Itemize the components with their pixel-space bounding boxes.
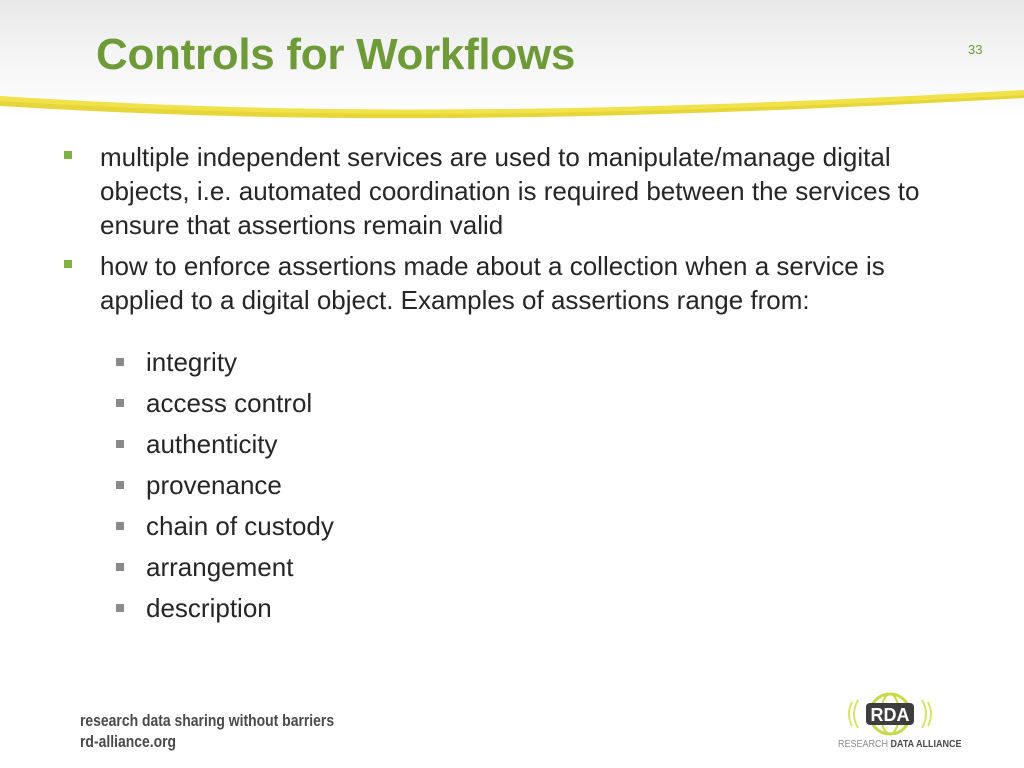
square-bullet-icon <box>116 522 124 530</box>
square-bullet-icon <box>116 440 124 448</box>
sub-bullet-text: chain of custody <box>146 511 334 541</box>
bullet-list <box>64 140 974 324</box>
bullet-text: multiple independent services are used to manipulate/manage digital objects, i.e. automated coordination is required between the services to ensure that assertions remain valid <box>100 142 920 240</box>
sub-bullet-item <box>116 591 616 625</box>
sub-bullet-list <box>116 345 616 632</box>
slide-title: Controls for Workflows <box>96 30 576 79</box>
sub-bullet-text: access control <box>146 388 313 418</box>
square-bullet-icon <box>116 358 124 366</box>
bullet-text: how to enforce assertions made about a collection when a service is applied to a digital object. Examples of assertions range from: <box>100 251 885 315</box>
square-bullet-icon <box>116 481 124 489</box>
footer-tagline <box>80 710 334 752</box>
sub-bullet-item <box>116 509 616 543</box>
square-bullet-icon <box>116 399 124 407</box>
sub-bullet-text: provenance <box>146 470 282 500</box>
sub-bullet-item <box>116 386 616 420</box>
square-bullet-icon <box>116 563 124 571</box>
footer-url: rd-alliance.org <box>80 732 177 751</box>
logo-caption-right: DATA ALLIANCE <box>890 739 962 750</box>
logo-caption <box>838 739 962 750</box>
sub-bullet-item <box>116 345 616 379</box>
square-bullet-icon <box>116 604 124 612</box>
sub-bullet-item <box>116 550 616 584</box>
sub-bullet-text: integrity <box>146 347 238 377</box>
square-bullet-icon <box>64 151 72 159</box>
bullet-item <box>64 249 974 317</box>
square-bullet-icon <box>64 260 72 268</box>
slide-number: 33 <box>968 42 983 57</box>
sub-bullet-text: authenticity <box>146 429 278 459</box>
rda-logo <box>838 692 962 754</box>
sub-bullet-text: description <box>146 593 272 623</box>
logo-mark: RDA <box>870 705 910 725</box>
footer-slogan: research data sharing without barriers <box>80 711 335 730</box>
bullet-item <box>64 140 974 242</box>
sub-bullet-item <box>116 427 616 461</box>
logo-caption-left: RESEARCH <box>838 739 889 750</box>
sub-bullet-item <box>116 468 616 502</box>
sub-bullet-text: arrangement <box>146 552 294 582</box>
rda-globe-icon <box>838 692 942 738</box>
